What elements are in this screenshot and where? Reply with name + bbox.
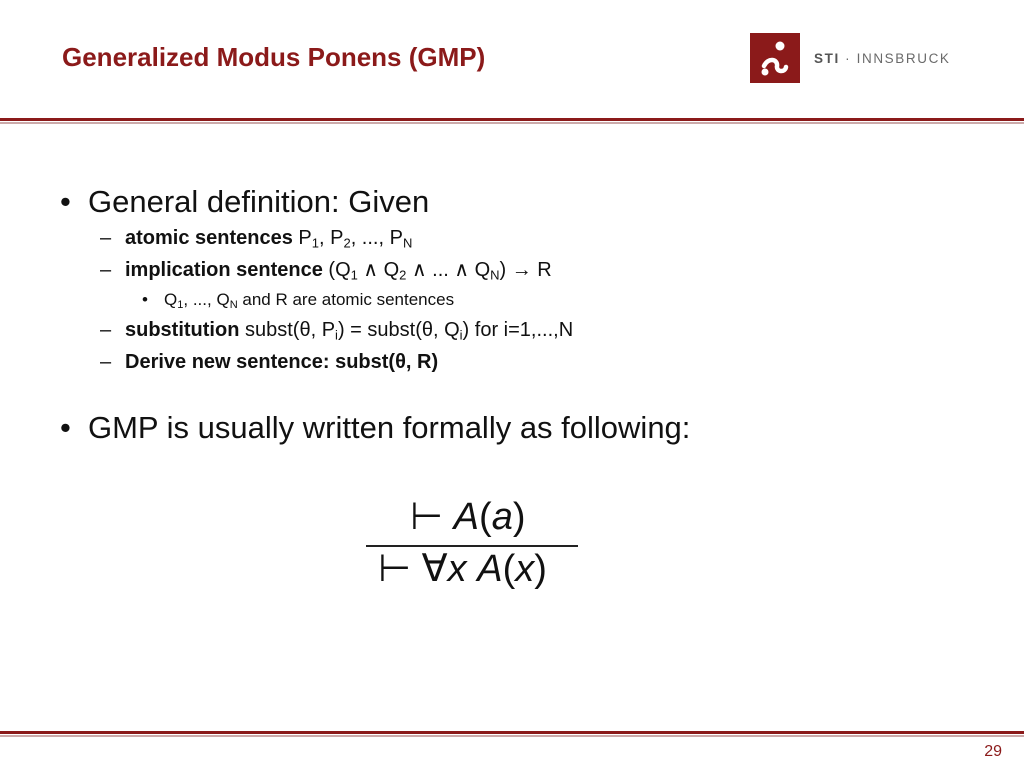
sub-sub-bullet-atomic-note: [60, 286, 980, 314]
slide-title: Generalized Modus Ponens (GMP): [62, 42, 486, 72]
header-divider: [0, 118, 1024, 121]
dash-marker: –: [100, 319, 112, 341]
dash-marker: –: [100, 227, 112, 249]
bullet-dot: •: [60, 184, 71, 219]
general-definition-text: General definition: Given: [88, 184, 430, 219]
slide-body: [60, 182, 980, 448]
header-divider-shadow: [0, 122, 1024, 124]
premise: ⊢ A(a): [410, 496, 526, 538]
implication-label: implication sentence: [125, 259, 323, 281]
bullet-general-definition: [60, 182, 980, 222]
dash-marker: –: [100, 351, 112, 373]
logo-text-rest: · INNSBRUCK: [845, 50, 951, 66]
logo-text-bold: STI: [814, 50, 840, 66]
bullet-dot: •: [60, 410, 71, 445]
sub-bullet-implication: [60, 254, 980, 286]
atomic-note-text: $Q_1$, ..., $Q_N$ and R are atomic sentences: [164, 290, 455, 311]
conclusion: ⊢ ∀x A(x): [378, 548, 547, 590]
substitution-label: substitution: [125, 319, 240, 341]
substitution-expr: subst(θ, $P_i$) = subst(θ, $Q_i$) for i=1,...,N: [245, 319, 574, 343]
gmp-formal-text: GMP is usually written formally as following:: [88, 410, 691, 445]
atomic-label: atomic sentences: [125, 227, 293, 249]
implication-expr: ($Q_1$ ∧ $Q_2$ ∧ ... ∧ $Q_N) \to R$: [328, 259, 552, 283]
bullet-gmp-formal: [60, 408, 980, 448]
gmp-inference-rule: [366, 494, 578, 598]
sub-bullet-substitution: [60, 314, 980, 346]
logo-text: [814, 51, 951, 66]
atomic-expr: $P_1$, $P_2$, ..., $P_N$: [298, 227, 413, 251]
derive-text: Derive new sentence: subst(θ, R): [125, 351, 439, 373]
footer-divider: [0, 731, 1024, 734]
sti-logo-mark-icon: [750, 33, 800, 83]
sub-bullet-derive: [60, 346, 980, 378]
dash-marker: –: [100, 259, 112, 281]
sti-logo: [750, 33, 951, 83]
page-number: 29: [984, 743, 1002, 760]
footer-divider-shadow: [0, 735, 1024, 737]
bullet-dot-small: •: [142, 290, 148, 309]
sub-bullet-atomic: [60, 222, 980, 254]
